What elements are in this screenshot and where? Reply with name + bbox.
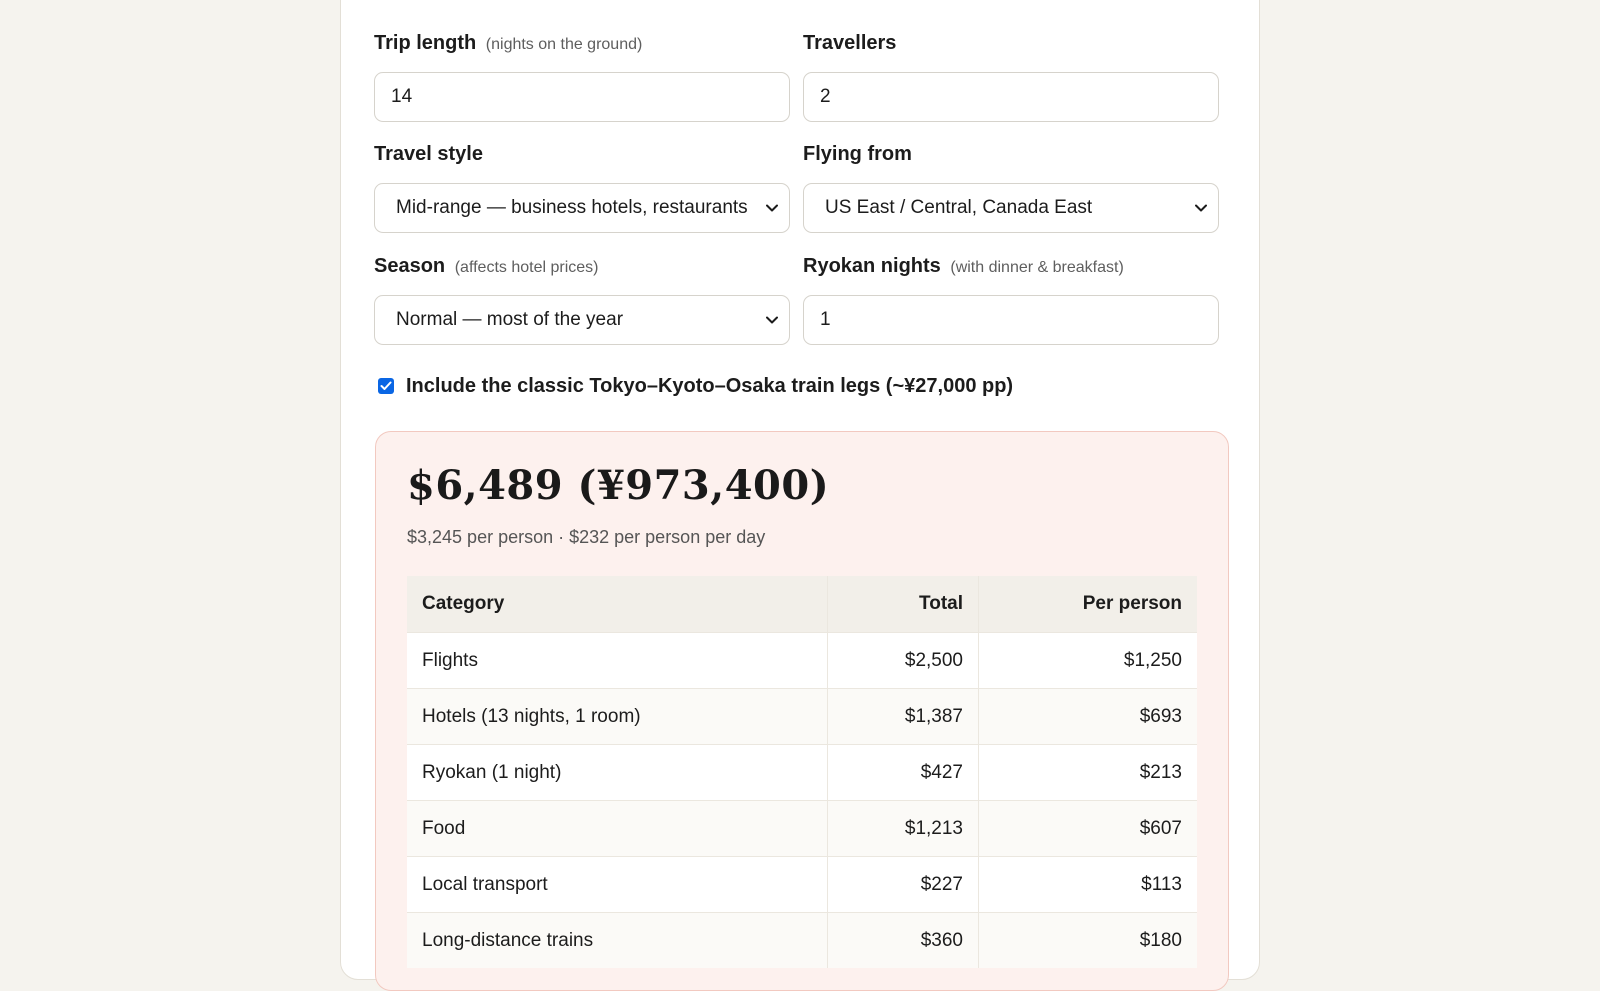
row-total: $227 — [828, 857, 979, 913]
row-total: $427 — [828, 745, 979, 801]
row-per-person: $180 — [979, 913, 1198, 969]
chevron-down-icon — [765, 184, 779, 232]
table-row — [407, 857, 1197, 913]
travellers-field — [803, 31, 1219, 107]
table-header-row — [407, 576, 1197, 633]
row-per-person: $1,250 — [979, 633, 1198, 689]
travellers-input[interactable]: 2 — [803, 72, 1219, 122]
row-category: Hotels (13 nights, 1 room) — [407, 689, 828, 745]
per-person-summary: $3,245 per person · $232 per person per day — [407, 527, 766, 547]
travel-style-value: Mid-range — business hotels, restaurants — [396, 197, 748, 218]
table-row — [407, 633, 1197, 689]
row-total: $1,387 — [828, 689, 979, 745]
row-total: $360 — [828, 913, 979, 969]
row-per-person: $607 — [979, 801, 1198, 857]
ryokan-nights-input[interactable]: 1 — [803, 295, 1219, 345]
flying-from-field — [803, 142, 1219, 218]
travel-style-field — [374, 142, 790, 218]
season-field — [374, 254, 790, 330]
row-per-person: $693 — [979, 689, 1198, 745]
season-label: Season — [374, 255, 446, 277]
row-category: Ryokan (1 night) — [407, 745, 828, 801]
ryokan-nights-field — [803, 254, 1219, 330]
calculator-card — [340, 0, 1260, 980]
row-total: $1,213 — [828, 801, 979, 857]
row-per-person: $113 — [979, 857, 1198, 913]
travellers-label: Travellers — [803, 32, 897, 54]
flying-from-select[interactable] — [803, 183, 1219, 233]
row-per-person: $213 — [979, 745, 1198, 801]
train-legs-checkbox[interactable] — [378, 378, 394, 394]
season-hint: (affects hotel prices) — [454, 259, 599, 276]
result-panel — [375, 431, 1229, 991]
train-legs-label: Include the classic Tokyo–Kyoto–Osaka train legs (~¥27,000 pp) — [406, 374, 1014, 397]
row-category: Flights — [407, 633, 828, 689]
column-header-total: Total — [828, 576, 979, 633]
row-category: Long-distance trains — [407, 913, 828, 969]
ryokan-nights-hint: (with dinner & breakfast) — [950, 259, 1124, 276]
travel-style-label: Travel style — [374, 143, 483, 165]
row-total: $2,500 — [828, 633, 979, 689]
trip-length-input[interactable]: 14 — [374, 72, 790, 122]
trip-length-field — [374, 31, 790, 107]
flying-from-value: US East / Central, Canada East — [825, 197, 1093, 218]
table-row — [407, 913, 1197, 969]
trip-length-hint: (nights on the ground) — [485, 36, 643, 53]
train-legs-option[interactable] — [378, 373, 1013, 399]
chevron-down-icon — [765, 296, 779, 344]
chevron-down-icon — [1194, 184, 1208, 232]
table-row — [407, 689, 1197, 745]
cost-breakdown-table — [407, 576, 1197, 968]
row-category: Local transport — [407, 857, 828, 913]
column-header-category: Category — [407, 576, 828, 633]
season-value: Normal — most of the year — [396, 309, 624, 330]
total-cost: $6,489 (¥973,400) — [407, 462, 830, 509]
flying-from-label: Flying from — [803, 143, 912, 165]
row-category: Food — [407, 801, 828, 857]
season-select[interactable] — [374, 295, 790, 345]
column-header-per-person: Per person — [979, 576, 1198, 633]
travel-style-select[interactable] — [374, 183, 790, 233]
check-icon — [380, 381, 392, 391]
ryokan-nights-label: Ryokan nights — [803, 255, 941, 277]
trip-length-label: Trip length — [374, 32, 477, 54]
table-row — [407, 745, 1197, 801]
table-row — [407, 801, 1197, 857]
